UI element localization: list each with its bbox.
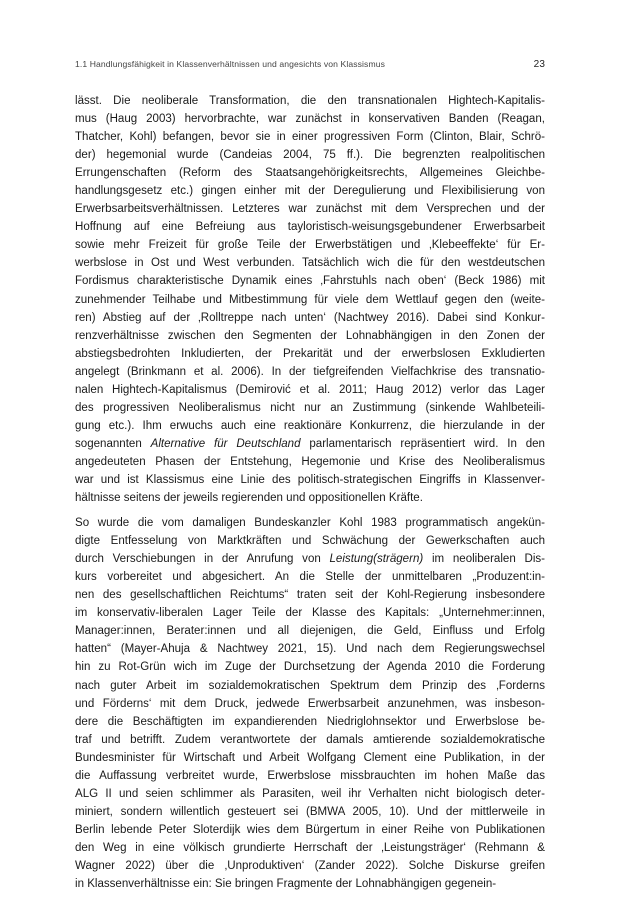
text-line: sogenannten Alternative für Deutschland parlamentarisch repräsentiert wird. In den	[75, 437, 545, 450]
text-line: hin zu Rot-Grün wich im Zuge der Durchsetzung der Agenda 2010 die Forderung	[75, 661, 545, 674]
text-line: Wagner 2022) über die ‚Unproduktiven‘ (Zander 2022). Solche Diskurse greifen	[75, 859, 545, 872]
text-line: Fordismus charakteristische Dynamik eines ‚Fahrstuhls nach oben‘ (Beck 1986) mit	[75, 275, 545, 288]
text-line: nen des gesellschaftlichen Reichtums“ traten seit der Kohl-Regierung insbesondere	[75, 589, 545, 602]
text-line: Errungenschaften (Reform des Staatsangehörigkeitsrechts, Allgemeines Gleichbe-	[75, 167, 545, 180]
running-title: 1.1 Handlungsfähigkeit in Klassenverhältnissen und angesichts von Klassismus	[75, 59, 385, 69]
text-line: den Weg in eine völkisch grundierte Herrschaft der ‚Leistungsträger‘ (Rehmann &	[75, 841, 545, 854]
text-line: war und ist Klassismus eine Linie des politisch-strategischen Eingriffs in Klassenver-	[75, 473, 545, 486]
text-line: renzverhältnisse zwischen den Segmenten der Lohnabhängigen in den Zonen der	[75, 329, 545, 342]
text-line: in Klassenverhältnisse ein: Sie bringen Fragmente der Lohnabhängigen gegenein-	[75, 878, 497, 891]
running-header	[75, 59, 545, 73]
paragraph	[75, 514, 545, 893]
text-line: abstiegsbedrohten Inkludierten, der Prekarität und der erwerbslosen Exkludierten	[75, 347, 545, 360]
body-text	[75, 92, 545, 893]
text-line: Hoffnung auf eine Befreiung aus tayloristisch-weisungsgebundener Erwerbsarbeit	[75, 221, 545, 234]
text-line: kurs vorbereitet und abgesichert. An die Stelle der unmittelbaren „Produzent:in-	[75, 571, 545, 584]
paragraph	[75, 92, 545, 507]
text-line: Erwerbsarbeitsverhältnissen. Letzteres war zunächst mit dem Versprechen und der	[75, 203, 545, 216]
text-line: handlungsgesetz etc.) gingen einher mit der Deregulierung und Flexibilisierung von	[75, 185, 545, 198]
text-line: hältnisse seitens der jeweils regierenden und oppositionellen Kräfte.	[75, 492, 423, 505]
text-line: Thatcher, Kohl) befangen, bevor sie in einer progressiven Form (Clinton, Blair, Schrö-	[75, 131, 545, 144]
text-line: die Auffassung verbreitet wurde, Erwerbslose missbrauchten im hohen Maße das	[75, 769, 545, 782]
text-line: hatten“ (Mayer-Ahuja & Nachtwey 2021, 15). Und nach dem Regierungswechsel	[75, 643, 545, 656]
text-line: im konservativ-liberalen Lager Teile der Klasse des Kapitals: „Unternehmer:innen,	[75, 607, 545, 620]
text-line: werbslose in Ost und West verbunden. Tatsächlich wich die für den westdeutschen	[75, 257, 545, 270]
text-line: Berlin lebende Peter Sloterdijk wies dem Bürgertum in einer Reihe von Publikationen	[75, 823, 545, 836]
text-line: Manager:innen, Berater:innen und all diejenigen, die Geld, Einfluss und Erfolg	[75, 625, 545, 638]
text-line: durch Verschiebungen in der Anrufung von Leistung(strägern) im neoliberalen Dis-	[75, 553, 545, 566]
text-line: und Förderns‘ mit dem Druck, jedwede Erwerbsarbeit anzunehmen, was insbeson-	[75, 697, 545, 710]
text-line: angelegt (Brinkmann et al. 2006). In der tiefgreifenden Vielfachkrise des transnatio-	[75, 365, 545, 378]
text-line: der) hegemonial wurde (Candeias 2004, 75 ff.). Die begrenzten realpolitischen	[75, 149, 545, 162]
text-line: Bundesminister für Wirtschaft und Arbeit Wolfgang Clement eine Publikation, in der	[75, 751, 545, 764]
text-line: des progressiven Neoliberalismus nicht nur an Zustimmung (sinkende Wahlbeteili-	[75, 401, 545, 414]
text-line: ALG II und seien schlimmer als Parasiten, weil ihr Verhalten nicht biologisch deter-	[75, 787, 545, 800]
text-line: ren) Abstieg auf der ‚Rolltreppe nach unten‘ (Nachtwey 2016). Dabei sind Konkur-	[75, 311, 545, 324]
text-line: gung etc.). Ihm erwuchs auch eine reaktionäre Konkurrenz, die hierzulande in der	[75, 419, 545, 432]
text-line: traf und betrifft. Zudem verantwortete der damals amtierende sozialdemokratische	[75, 733, 545, 746]
text-line: angedeuteten Phasen der Entstehung, Hegemonie und Krise des Neoliberalismus	[75, 455, 545, 468]
text-line: nalen Hightech-Kapitalismus (Demirović et al. 2011; Haug 2012) verlor das Lager	[75, 383, 545, 396]
page-number: 23	[533, 59, 545, 70]
text-line: zunehmender Teilhabe und Mitbestimmung für viele dem Wettlauf gegen den (weite-	[75, 293, 545, 306]
text-line: lässt. Die neoliberale Transformation, die den transnationalen Hightech-Kapitalis-	[75, 95, 545, 107]
text-line: dere die Beschäftigten im expandierenden Niedriglohnsektor und Erwerbslose be-	[75, 715, 545, 728]
text-line: digte Entfesselung von Marktkräften und Schwächung der Gewerkschaften auch	[75, 535, 545, 548]
text-line: sowie mehr Freizeit für große Teile der Erwerbstätigen und ‚Klebeeffekte‘ für Er-	[75, 239, 545, 252]
text-line: mus (Haug 2003) hervorbrachte, war zunächst in konservativen Banden (Reagan,	[75, 113, 545, 126]
text-line: nach guter Arbeit im sozialdemokratischen Spektrum dem Prinzip des ‚Forderns	[75, 679, 545, 692]
text-line: So wurde die vom damaligen Bundeskanzler Kohl 1983 programmatisch angekün-	[75, 517, 545, 530]
text-line: miniert, sondern willentlich gesteuert sei (BMWA 2005, 10). Und der mittlerweile in	[75, 805, 545, 818]
